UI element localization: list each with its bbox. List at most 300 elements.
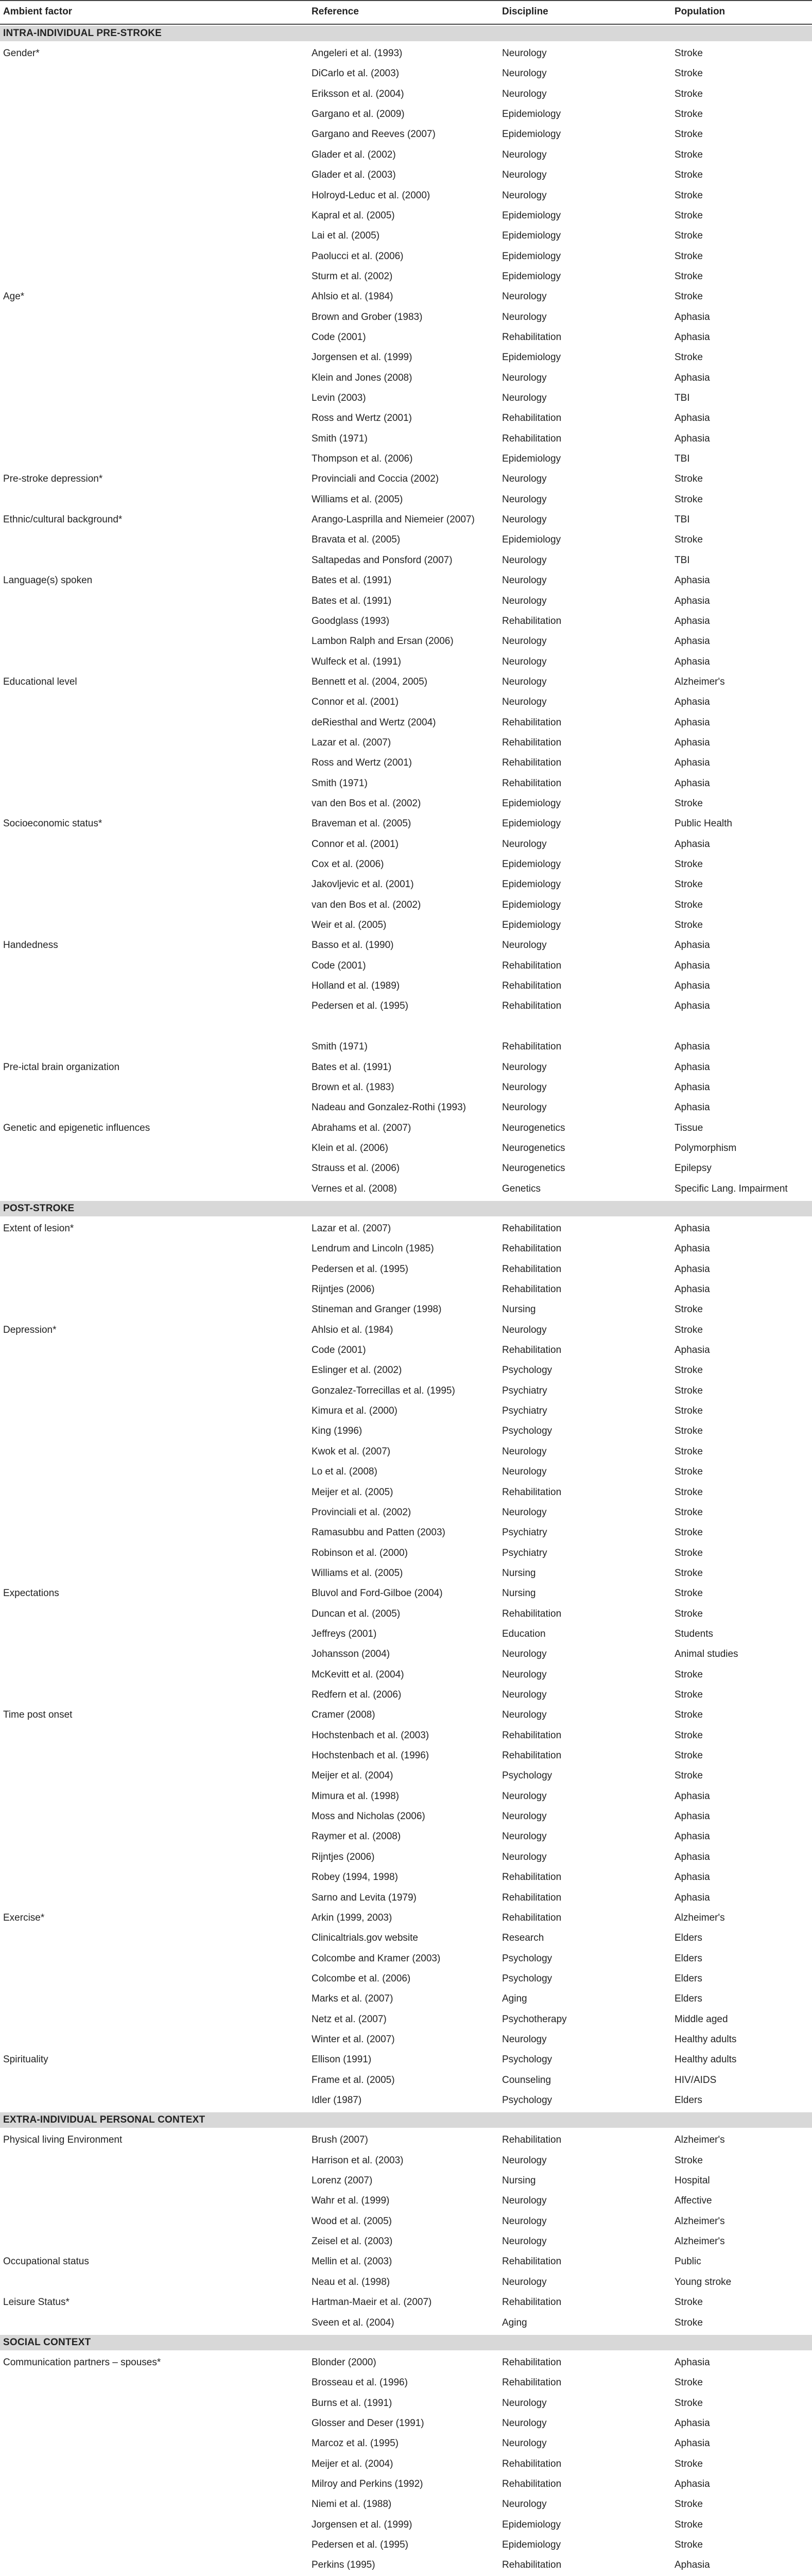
reference-cell: Paolucci et al. (2006): [312, 250, 404, 262]
table-row: [0, 1766, 812, 1786]
population-cell: Stroke: [675, 920, 703, 930]
discipline-cell: Neurology: [502, 636, 547, 647]
reference-cell: Brown et al. (1983): [312, 1081, 394, 1093]
reference-cell: Provinciali and Coccia (2002): [312, 473, 439, 485]
reference-cell: Kwok et al. (2007): [312, 1446, 391, 1457]
discipline-cell: Neurology: [502, 1811, 547, 1822]
reference-cell: Stineman and Granger (1998): [312, 1304, 442, 1315]
table-row: [0, 2049, 812, 2070]
discipline-cell: Neurology: [502, 291, 547, 302]
table-row: [0, 976, 812, 996]
discipline-cell: Psychiatry: [502, 1405, 547, 1417]
table-row: [0, 1360, 812, 1380]
table-row: [0, 2494, 812, 2514]
reference-cell: Bates et al. (1991): [312, 595, 392, 606]
discipline-cell: Rehabilitation: [502, 615, 562, 626]
table-row: [0, 1299, 812, 1319]
table-row: [0, 1279, 812, 1299]
ambient-factor-cell: Time post onset: [3, 1709, 73, 1721]
population-cell: Stroke: [675, 88, 703, 99]
discipline-cell: Neurology: [502, 2033, 547, 2045]
population-cell: Aphasia: [675, 575, 710, 586]
reference-cell: Code (2001): [312, 960, 366, 971]
discipline-cell: Neurology: [502, 575, 547, 586]
table-row: [0, 1037, 812, 1057]
table-row: [0, 611, 812, 631]
ambient-factor-cell: Expectations: [3, 1588, 59, 1599]
discipline-cell: Neurology: [502, 595, 547, 606]
reference-cell: Williams et al. (2005): [312, 494, 403, 505]
table-row: [0, 185, 812, 206]
table-row: [0, 793, 812, 814]
table-row: [0, 1826, 812, 1846]
reference-cell: Code (2001): [312, 331, 366, 343]
discipline-cell: Rehabilitation: [502, 2297, 562, 2308]
population-cell: Aphasia: [675, 980, 710, 992]
reference-cell: Lo et al. (2008): [312, 1466, 377, 1478]
population-cell: Aphasia: [675, 960, 710, 971]
table-row: [0, 307, 812, 327]
population-cell: Alzheimer's: [675, 676, 725, 687]
reference-cell: Hochstenbach et al. (1996): [312, 1750, 429, 1761]
ambient-factor-cell: Communication partners – spouses*: [3, 2357, 161, 2368]
population-cell: Aphasia: [675, 595, 710, 606]
table-row: [0, 2555, 812, 2575]
reference-cell: Levin (2003): [312, 393, 366, 403]
table-row: [0, 266, 812, 286]
table-row: [0, 1725, 812, 1745]
table-row: [0, 713, 812, 733]
table-row: [0, 1401, 812, 1421]
discipline-cell: Neurology: [502, 1466, 547, 1478]
ambient-factor-cell: Pre-ictal brain organization: [3, 1061, 120, 1073]
discipline-cell: Rehabilitation: [502, 1872, 562, 1883]
reference-cell: Lai et al. (2005): [312, 230, 380, 242]
table-header: [0, 1, 812, 24]
table-row: [0, 1482, 812, 1502]
table-row: [0, 510, 812, 530]
discipline-cell: Epidemiology: [502, 210, 561, 221]
table-row: [0, 1745, 812, 1766]
reference-cell: Meijer et al. (2004): [312, 2458, 393, 2469]
table-row: [0, 1867, 812, 1887]
reference-cell: Gonzalez-Torrecillas et al. (1995): [312, 1385, 455, 1396]
population-cell: Aphasia: [675, 433, 710, 444]
population-cell: Stroke: [675, 48, 703, 59]
table-rule: [0, 24, 812, 25]
section-title: SOCIAL CONTEXT: [3, 2336, 91, 2348]
discipline-cell: Rehabilitation: [502, 2458, 562, 2469]
discipline-cell: Psychology: [502, 1973, 552, 1984]
discipline-cell: Rehabilitation: [502, 1892, 562, 1903]
table-row: [0, 1665, 812, 1685]
population-cell: Stroke: [675, 1608, 703, 1619]
reference-cell: Smith (1971): [312, 777, 368, 789]
ambient-factor-cell: Exercise*: [3, 1912, 45, 1923]
ambient-factor-cell: Pre-stroke depression*: [3, 473, 103, 485]
population-cell: Elders: [675, 1933, 702, 1944]
reference-cell: Perkins (1995): [312, 2560, 375, 2571]
table-row: [0, 2191, 812, 2211]
population-cell: TBI: [675, 393, 690, 403]
table-row: [0, 814, 812, 834]
discipline-cell: Epidemiology: [502, 798, 561, 809]
table-row: [0, 2535, 812, 2555]
population-cell: Healthy adults: [675, 2033, 737, 2045]
table-row: [0, 1320, 812, 1340]
reference-cell: Lazar et al. (2007): [312, 737, 391, 748]
population-cell: Stroke: [675, 899, 703, 910]
reference-cell: Eslinger et al. (2002): [312, 1365, 402, 1376]
reference-cell: Braveman et al. (2005): [312, 818, 411, 829]
reference-cell: Winter et al. (2007): [312, 2033, 395, 2045]
population-cell: Aphasia: [675, 838, 710, 850]
discipline-cell: Rehabilitation: [502, 737, 562, 748]
reference-cell: Arango-Lasprilla and Niemeier (2007): [312, 514, 475, 526]
reference-cell: Marks et al. (2007): [312, 1993, 393, 2005]
population-cell: Stroke: [675, 1466, 703, 1478]
population-cell: Alzheimer's: [675, 2134, 725, 2146]
table-row: [0, 1462, 812, 1482]
population-cell: Alzheimer's: [675, 1912, 725, 1923]
table-row: [0, 1077, 812, 1097]
table-row: [0, 570, 812, 590]
table-row: [0, 834, 812, 854]
reference-cell: Pedersen et al. (1995): [312, 1263, 409, 1275]
discipline-cell: Neurology: [502, 554, 547, 566]
reference-cell: Goodglass (1993): [312, 615, 390, 626]
reference-cell: deRiesthal and Wertz (2004): [312, 717, 436, 728]
discipline-cell: Rehabilitation: [502, 2357, 562, 2368]
reference-cell: Wood et al. (2005): [312, 2215, 392, 2227]
population-cell: Aphasia: [675, 1892, 710, 1903]
reference-cell: Brosseau et al. (1996): [312, 2377, 408, 2388]
population-cell: Aphasia: [675, 1263, 710, 1275]
table-row: [0, 631, 812, 651]
discipline-cell: Nursing: [502, 2175, 536, 2186]
population-cell: Stroke: [675, 798, 703, 809]
population-cell: Middle aged: [675, 2013, 728, 2025]
population-cell: Stroke: [675, 210, 703, 221]
discipline-cell: Neurology: [502, 2215, 547, 2227]
population-cell: Affective: [675, 2195, 712, 2207]
table-row: [0, 246, 812, 266]
population-cell: Aphasia: [675, 1001, 710, 1012]
discipline-cell: Psychology: [502, 2054, 552, 2065]
table-row: [0, 1786, 812, 1806]
reference-cell: Ramasubbu and Patten (2003): [312, 1527, 445, 1538]
discipline-cell: Neurology: [502, 1102, 547, 1113]
reference-cell: Bluvol and Ford-Gilboe (2004): [312, 1588, 443, 1599]
table-row: [0, 2029, 812, 2049]
reference-cell: Robinson et al. (2000): [312, 1547, 408, 1558]
discipline-cell: Neurology: [502, 940, 547, 951]
table-row: [0, 935, 812, 955]
reference-cell: Bates et al. (1991): [312, 1061, 392, 1073]
discipline-cell: Neurology: [502, 656, 547, 667]
ambient-factor-cell: Occupational status: [3, 2256, 89, 2267]
reference-cell: Colcombe and Kramer (2003): [312, 1953, 441, 1964]
population-cell: Stroke: [675, 534, 703, 546]
ambient-factor-cell: Extent of lesion*: [3, 1223, 74, 1234]
section-header: [0, 2335, 812, 2350]
discipline-cell: Education: [502, 1628, 546, 1639]
discipline-cell: Neurogenetics: [502, 1142, 565, 1154]
discipline-cell: Research: [502, 1933, 544, 1944]
table-row: [0, 2231, 812, 2251]
reference-cell: van den Bos et al. (2002): [312, 798, 421, 809]
discipline-cell: Rehabilitation: [502, 1730, 562, 1741]
reference-cell: Duncan et al. (2005): [312, 1608, 401, 1619]
discipline-cell: Rehabilitation: [502, 331, 562, 343]
population-cell: Stroke: [675, 1506, 703, 1518]
population-cell: Aphasia: [675, 1223, 710, 1234]
table-row: [0, 2130, 812, 2150]
population-cell: Stroke: [675, 129, 703, 140]
table-row: [0, 1057, 812, 1077]
population-cell: Aphasia: [675, 697, 710, 708]
reference-cell: van den Bos et al. (2002): [312, 899, 421, 910]
reference-cell: Vernes et al. (2008): [312, 1183, 397, 1194]
discipline-cell: Neurology: [502, 1831, 547, 1842]
table-row: [0, 773, 812, 793]
reference-cell: Eriksson et al. (2004): [312, 88, 404, 99]
reference-cell: Rijntjes (2006): [312, 1851, 375, 1862]
table-row: [0, 956, 812, 976]
reference-cell: Mellin et al. (2003): [312, 2256, 392, 2267]
table-row: [0, 1218, 812, 1239]
table-row: [0, 226, 812, 246]
ambient-factor-cell: Physical living Environment: [3, 2134, 123, 2146]
table-row: [0, 1118, 812, 1138]
population-cell: Stroke: [675, 1669, 703, 1680]
population-cell: Aphasia: [675, 777, 710, 789]
reference-cell: Wulfeck et al. (1991): [312, 656, 401, 667]
population-cell: Public: [675, 2256, 701, 2267]
reference-cell: Meijer et al. (2004): [312, 1770, 393, 1782]
discipline-cell: Epidemiology: [502, 250, 561, 262]
discipline-cell: Psychiatry: [502, 1547, 547, 1558]
table-row: [0, 1888, 812, 1908]
population-cell: Aphasia: [675, 636, 710, 647]
discipline-cell: Epidemiology: [502, 352, 561, 363]
discipline-cell: Neurology: [502, 2417, 547, 2429]
table-row: [0, 2070, 812, 2090]
table-row: [0, 652, 812, 672]
table-row: [0, 469, 812, 489]
reference-cell: Niemi et al. (1988): [312, 2499, 392, 2510]
discipline-cell: Rehabilitation: [502, 2134, 562, 2146]
discipline-cell: Neurology: [502, 1851, 547, 1862]
ambient-factor-cell: Depression*: [3, 1324, 57, 1335]
population-cell: TBI: [675, 554, 690, 566]
discipline-cell: Neurology: [502, 372, 547, 383]
reference-cell: Kimura et al. (2000): [312, 1405, 398, 1417]
table-row: [0, 2433, 812, 2453]
discipline-cell: Epidemiology: [502, 920, 561, 930]
header-population: Population: [675, 6, 725, 17]
population-cell: Stroke: [675, 2297, 703, 2308]
population-cell: Stroke: [675, 1405, 703, 1417]
discipline-cell: Rehabilitation: [502, 1486, 562, 1498]
reference-cell: Blonder (2000): [312, 2357, 376, 2368]
reference-cell: Redfern et al. (2006): [312, 1689, 402, 1700]
reference-cell: Cox et al. (2006): [312, 859, 384, 870]
table-row: [0, 591, 812, 611]
discipline-cell: Neurology: [502, 190, 547, 201]
discipline-cell: Rehabilitation: [502, 413, 562, 424]
table-row: [0, 996, 812, 1016]
population-cell: Aphasia: [675, 1345, 710, 1355]
population-cell: Stroke: [675, 1385, 703, 1396]
discipline-cell: Neurology: [502, 2276, 547, 2287]
table-row: [0, 672, 812, 692]
table-row: [0, 2009, 812, 2029]
table-row: [0, 1847, 812, 1867]
population-cell: Stroke: [675, 2317, 703, 2328]
reference-cell: Gargano et al. (2009): [312, 109, 405, 120]
population-cell: Stroke: [675, 1588, 703, 1599]
population-cell: Stroke: [675, 352, 703, 363]
table-row: [0, 854, 812, 874]
discipline-cell: Neurology: [502, 1709, 547, 1721]
table-row: [0, 753, 812, 773]
table-row: [0, 1016, 812, 1037]
table-row: [0, 1928, 812, 1948]
reference-cell: Brown and Grober (1983): [312, 311, 423, 323]
reference-cell: Jorgensen et al. (1999): [312, 352, 412, 363]
reference-cell: Basso et al. (1990): [312, 940, 394, 951]
discipline-cell: Epidemiology: [502, 859, 561, 870]
population-cell: Stroke: [675, 1689, 703, 1700]
table-row: [0, 1583, 812, 1603]
table-row: [0, 429, 812, 449]
table-row: [0, 1239, 812, 1259]
population-cell: Aphasia: [675, 1790, 710, 1802]
reference-cell: Mimura et al. (1998): [312, 1790, 400, 1802]
population-cell: Tissue: [675, 1122, 703, 1133]
reference-cell: Connor et al. (2001): [312, 838, 399, 850]
reference-cell: Brush (2007): [312, 2134, 368, 2146]
discipline-cell: Neurology: [502, 149, 547, 160]
table-row: [0, 206, 812, 226]
table-row: [0, 1179, 812, 1199]
discipline-cell: Neurology: [502, 1669, 547, 1680]
discipline-cell: Neurology: [502, 697, 547, 708]
population-cell: Aphasia: [675, 372, 710, 383]
table-row: [0, 2372, 812, 2393]
population-cell: Stroke: [675, 68, 703, 79]
discipline-cell: Psychology: [502, 1426, 552, 1437]
table-row: [0, 1563, 812, 1583]
reference-cell: Frame et al. (2005): [312, 2074, 395, 2086]
population-cell: Stroke: [675, 1770, 703, 1782]
discipline-cell: Psychiatry: [502, 1527, 547, 1538]
discipline-cell: Neurology: [502, 473, 547, 485]
table-row: [0, 550, 812, 570]
discipline-cell: Neurology: [502, 1506, 547, 1518]
table-row: [0, 1948, 812, 1969]
discipline-cell: Rehabilitation: [502, 1001, 562, 1012]
population-cell: Aphasia: [675, 1831, 710, 1842]
header-discipline: Discipline: [502, 6, 548, 17]
discipline-cell: Rehabilitation: [502, 1284, 562, 1295]
reference-cell: Sturm et al. (2002): [312, 270, 393, 282]
ambient-factor-cell: Socioeconomic status*: [3, 818, 102, 829]
discipline-cell: Neurology: [502, 1689, 547, 1700]
population-cell: HIV/AIDS: [675, 2074, 717, 2086]
table-row: [0, 2515, 812, 2535]
reference-cell: Pedersen et al. (1995): [312, 2539, 409, 2550]
reference-cell: Kapral et al. (2005): [312, 210, 395, 221]
header-reference: Reference: [312, 6, 359, 17]
discipline-cell: Epidemiology: [502, 879, 561, 890]
reference-cell: Glader et al. (2003): [312, 170, 396, 181]
reference-cell: Gargano and Reeves (2007): [312, 129, 436, 140]
table-row: [0, 1969, 812, 1989]
reference-cell: Lorenz (2007): [312, 2175, 373, 2186]
population-cell: Aphasia: [675, 2417, 710, 2429]
table-row: [0, 2393, 812, 2413]
table-row: [0, 1097, 812, 1117]
discipline-cell: Neurology: [502, 2236, 547, 2247]
table-row: [0, 145, 812, 165]
table-row: [0, 449, 812, 469]
reference-cell: DiCarlo et al. (2003): [312, 68, 400, 79]
table-row: [0, 1442, 812, 1462]
discipline-cell: Neurology: [502, 838, 547, 850]
population-cell: Stroke: [675, 1486, 703, 1498]
population-cell: Aphasia: [675, 1061, 710, 1073]
population-cell: Aphasia: [675, 2478, 710, 2489]
table-row: [0, 692, 812, 712]
discipline-cell: Neurology: [502, 48, 547, 59]
discipline-cell: Epidemiology: [502, 453, 561, 464]
table-row: [0, 733, 812, 753]
discipline-cell: Rehabilitation: [502, 1608, 562, 1619]
discipline-cell: Psychology: [502, 2095, 552, 2106]
reference-cell: Code (2001): [312, 1345, 366, 1355]
discipline-cell: Rehabilitation: [502, 2478, 562, 2489]
table-row: [0, 1340, 812, 1360]
discipline-cell: Psychiatry: [502, 1385, 547, 1396]
discipline-cell: Aging: [502, 1993, 527, 2005]
reference-cell: Zeisel et al. (2003): [312, 2236, 393, 2247]
table-row: [0, 1259, 812, 1279]
discipline-cell: Psychotherapy: [502, 2013, 567, 2025]
population-cell: Stroke: [675, 2499, 703, 2510]
ambient-factor-cell: Leisure Status*: [3, 2297, 70, 2308]
discipline-cell: Epidemiology: [502, 109, 561, 120]
discipline-cell: Neurology: [502, 2438, 547, 2449]
ambient-factor-cell: Gender*: [3, 48, 40, 59]
population-cell: Aphasia: [675, 757, 710, 769]
population-cell: Stroke: [675, 1709, 703, 1721]
discipline-cell: Neurogenetics: [502, 1163, 565, 1174]
reference-cell: McKevitt et al. (2004): [312, 1669, 404, 1680]
reference-cell: Holroyd-Leduc et al. (2000): [312, 190, 430, 201]
discipline-cell: Rehabilitation: [502, 1345, 562, 1355]
table-row: [0, 368, 812, 388]
discipline-cell: Rehabilitation: [502, 1243, 562, 1255]
discipline-cell: Neurology: [502, 170, 547, 181]
discipline-cell: Rehabilitation: [502, 1223, 562, 1234]
table-row: [0, 388, 812, 408]
discipline-cell: Epidemiology: [502, 899, 561, 910]
population-cell: Epilepsy: [675, 1163, 712, 1174]
table-row: [0, 2313, 812, 2333]
reference-cell: Strauss et al. (2006): [312, 1163, 400, 1174]
